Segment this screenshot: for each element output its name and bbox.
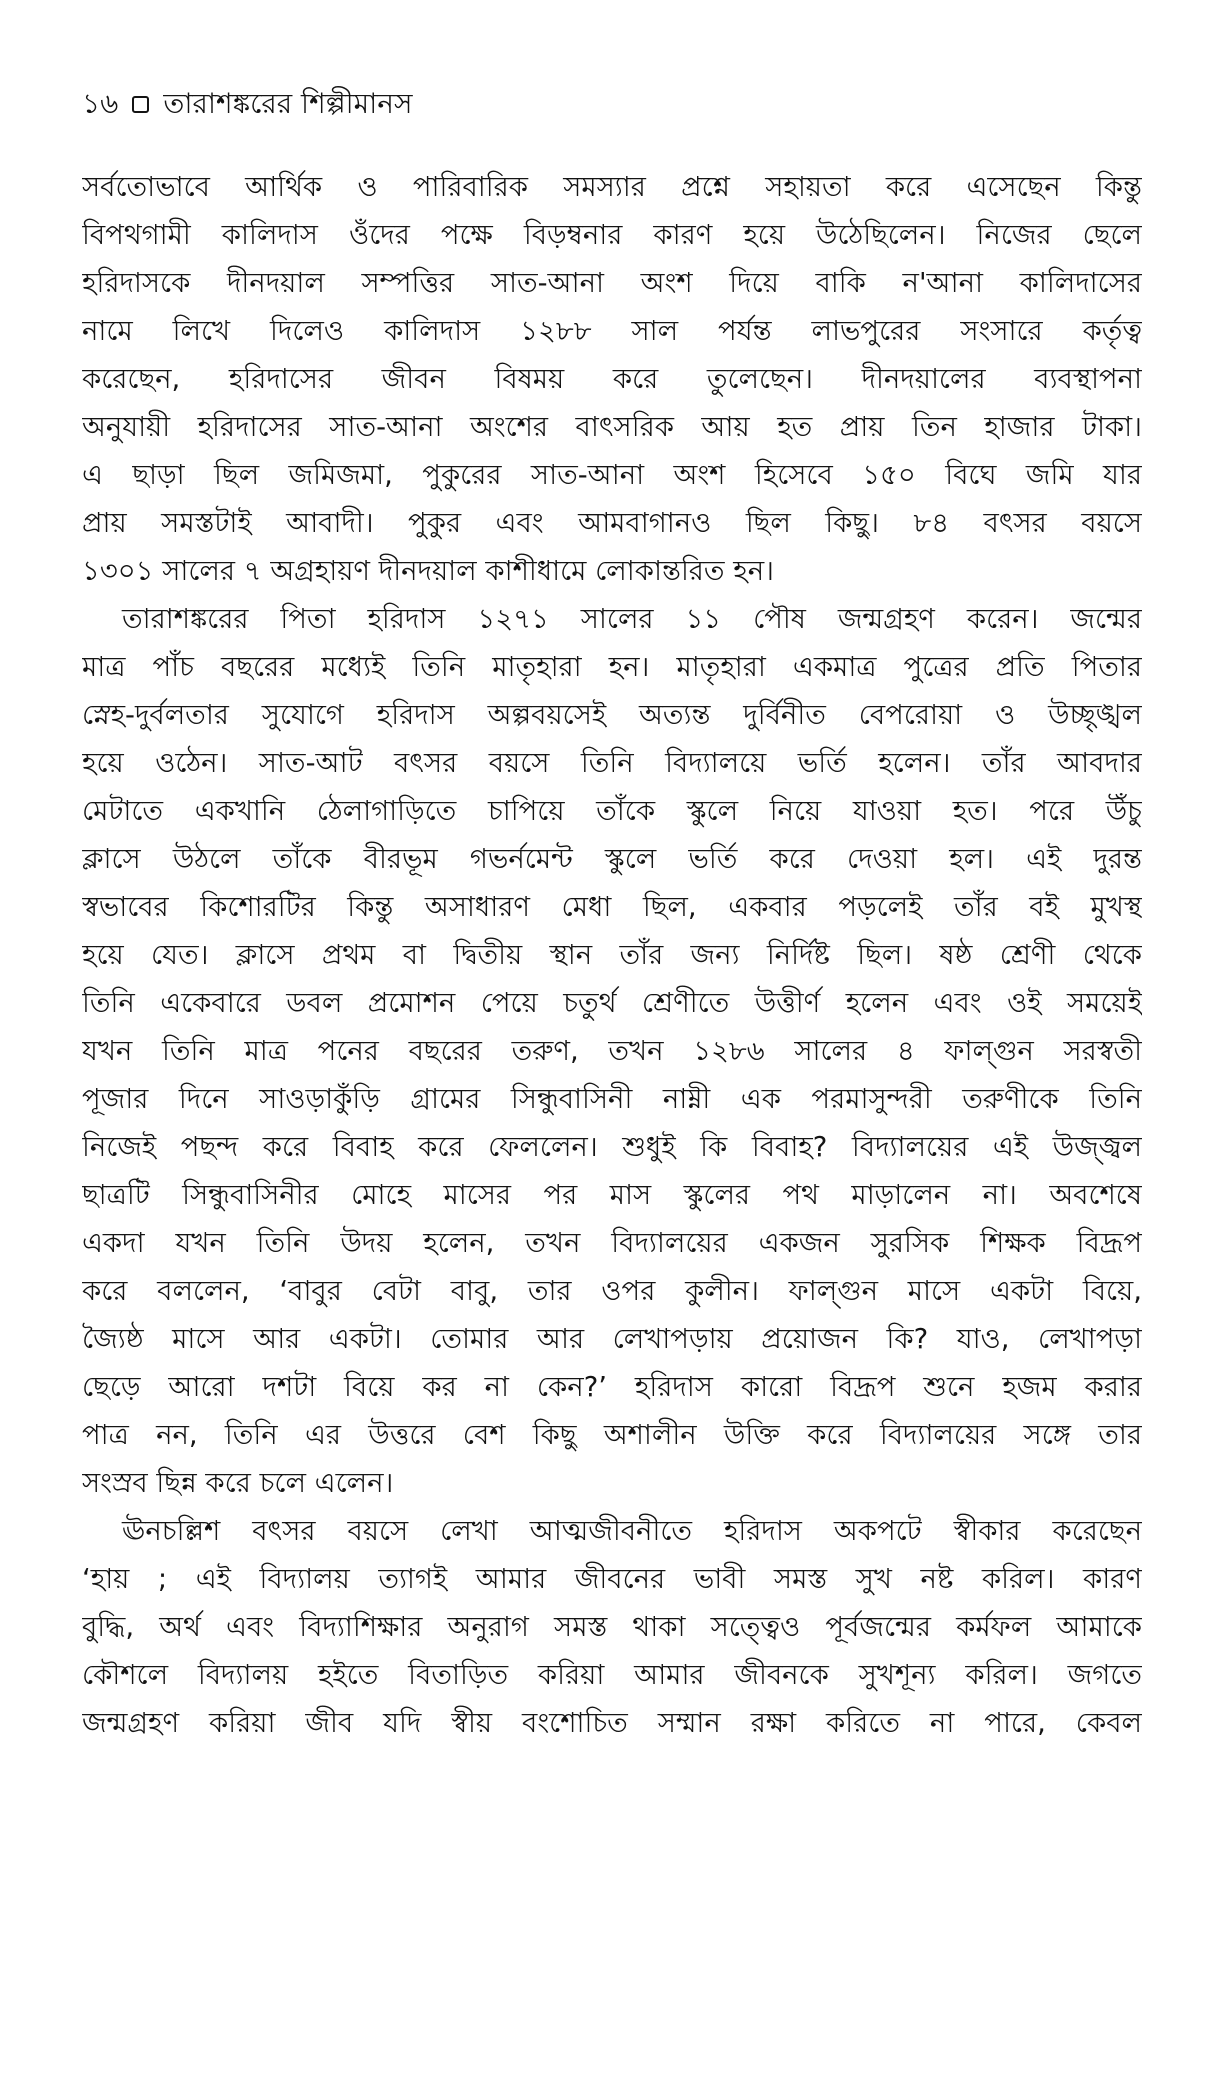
text-line: সর্বতোভাবে আর্থিক ও পারিবারিক সমস্যার প্রশ্নে সহায়তা করে এসেছেন কিন্তু	[82, 171, 1142, 203]
text-line: তারাশঙ্করের পিতা হরিদাস ১২৭১ সালের ১১ পৌষ জন্মগ্রহণ করেন। জন্মের	[122, 603, 1142, 635]
text-line: নিজেই পছন্দ করে বিবাহ করে ফেললেন। শুধুই কি বিবাহ? বিদ্যালয়ের এই উজ্জ্বল	[82, 1131, 1142, 1163]
paragraph-2	[82, 595, 1142, 1507]
text-line: পাত্র নন, তিনি এর উত্তরে বেশ কিছু অশালীন উক্তি করে বিদ্যালয়ের সঙ্গে তার	[82, 1419, 1142, 1451]
text-line: হয়ে ওঠেন। সাত-আট বৎসর বয়সে তিনি বিদ্যালয়ে ভর্তি হলেন। তাঁর আবদার	[82, 747, 1142, 779]
text-line: করে বললেন, ‘বাবুর বেটা বাবু, তার ওপর কুলীন। ফাল্গুন মাসে একটা বিয়ে,	[82, 1275, 1142, 1307]
text-line: স্বভাবের কিশোরটির কিন্তু অসাধারণ মেধা ছিল, একবার পড়লেই তাঁর বই মুখস্থ	[82, 891, 1142, 923]
text-line: ছেড়ে আরো দশটা বিয়ে কর না কেন?’ হরিদাস কারো বিদ্রূপ শুনে হজম করার	[82, 1371, 1142, 1403]
text-line: হয়ে যেত। ক্লাসে প্রথম বা দ্বিতীয় স্থান তাঁর জন্য নির্দিষ্ট ছিল। ষষ্ঠ শ্রেণী থেকে	[82, 939, 1142, 971]
text-line: হরিদাসকে দীনদয়াল সম্পত্তির সাত-আনা অংশ দিয়ে বাকি ন'আনা কালিদাসের	[82, 267, 1142, 299]
text-line: তিনি একেবারে ডবল প্রমোশন পেয়ে চতুর্থ শ্রেণীতে উত্তীর্ণ হলেন এবং ওই সময়েই	[82, 987, 1142, 1019]
text-line: নামে লিখে দিলেও কালিদাস ১২৮৮ সাল পর্যন্ত লাভপুরের সংসারে কর্তৃত্ব	[82, 315, 1142, 347]
text-line: সংস্রব ছিন্ন করে চলে এলেন।	[82, 1467, 394, 1499]
body-text	[82, 163, 1142, 1747]
text-line: ক্লাসে উঠলে তাঁকে বীরভূম গভর্নমেন্ট স্কুলে ভর্তি করে দেওয়া হল। এই দুরন্ত	[82, 843, 1142, 875]
paragraph-3	[82, 1507, 1142, 1747]
text-line: ঊনচল্লিশ বৎসর বয়সে লেখা আত্মজীবনীতে হরিদাস অকপটে স্বীকার করেছেন	[122, 1515, 1142, 1547]
text-line: মাত্র পাঁচ বছরের মধ্যেই তিনি মাতৃহারা হন। মাতৃহারা একমাত্র পুত্রের প্রতি পিতার	[82, 651, 1142, 683]
text-line: বিপথগামী কালিদাস ওঁদের পক্ষে বিড়ম্বনার কারণ হয়ে উঠেছিলেন। নিজের ছেলে	[82, 219, 1142, 251]
text-line: ১৩০১ সালের ৭ অগ্রহায়ণ দীনদয়াল কাশীধামে লোকান্তরিত হন।	[82, 555, 775, 587]
text-line: এ ছাড়া ছিল জমিজমা, পুকুরের সাত-আনা অংশ হিসেবে ১৫০ বিঘে জমি যার	[82, 459, 1142, 491]
running-title: তারাশঙ্করের শিল্পীমানস	[163, 87, 413, 120]
text-line: ছাত্রটি সিন্ধুবাসিনীর মোহে মাসের পর মাস স্কুলের পথ মাড়ালেন না। অবশেষে	[82, 1179, 1142, 1211]
text-line: প্রায় সমস্তটাই আবাদী। পুকুর এবং আমবাগানও ছিল কিছু। ৮৪ বৎসর বয়সে	[82, 507, 1142, 539]
text-line: যখন তিনি মাত্র পনের বছরের তরুণ, তখন ১২৮৬ সালের ৪ ফাল্গুন সরস্বতী	[82, 1035, 1142, 1067]
text-line: পূজার দিনে সাওড়াকুঁড়ি গ্রামের সিন্ধুবাসিনী নাম্নী এক পরমাসুন্দরী তরুণীকে তিনি	[82, 1083, 1142, 1115]
text-line: মেটাতে একখানি ঠেলাগাড়িতে চাপিয়ে তাঁকে স্কুলে নিয়ে যাওয়া হত। পরে উঁচু	[82, 795, 1142, 827]
text-line: অনুযায়ী হরিদাসের সাত-আনা অংশের বাৎসরিক আয় হত প্রায় তিন হাজার টাকা।	[82, 411, 1142, 443]
page-number: ১৬	[82, 87, 119, 120]
text-line: জন্মগ্রহণ করিয়া জীব যদি স্বীয় বংশোচিত সম্মান রক্ষা করিতে না পারে, কেবল	[82, 1707, 1142, 1739]
text-line: ‘হায় ; এই বিদ্যালয় ত্যাগই আমার জীবনের ভাবী সমস্ত সুখ নষ্ট করিল। কারণ	[82, 1563, 1142, 1595]
text-line: একদা যখন তিনি উদয় হলেন, তখন বিদ্যালয়ের একজন সুরসিক শিক্ষক বিদ্রূপ	[82, 1227, 1142, 1259]
text-line: স্নেহ-দুর্বলতার সুযোগে হরিদাস অল্পবয়সেই অত্যন্ত দুর্বিনীত বেপরোয়া ও উচ্ছৃঙ্খল	[82, 699, 1142, 731]
square-bullet-icon	[132, 96, 149, 113]
text-line: জ্যৈষ্ঠ মাসে আর একটা। তোমার আর লেখাপড়ায় প্রয়োজন কি? যাও, লেখাপড়া	[82, 1323, 1142, 1355]
paragraph-1	[82, 163, 1142, 595]
text-line: কৌশলে বিদ্যালয় হইতে বিতাড়িত করিয়া আমার জীবনকে সুখশূন্য করিল। জগতে	[82, 1659, 1142, 1691]
text-line: বুদ্ধি, অর্থ এবং বিদ্যাশিক্ষার অনুরাগ সমস্ত থাকা সত্ত্বেও পূর্বজন্মের কর্মফল আমাকে	[82, 1611, 1142, 1643]
page-header	[82, 86, 413, 122]
text-line: করেছেন, হরিদাসের জীবন বিষময় করে তুলেছেন। দীনদয়ালের ব্যবস্থাপনা	[82, 363, 1142, 395]
